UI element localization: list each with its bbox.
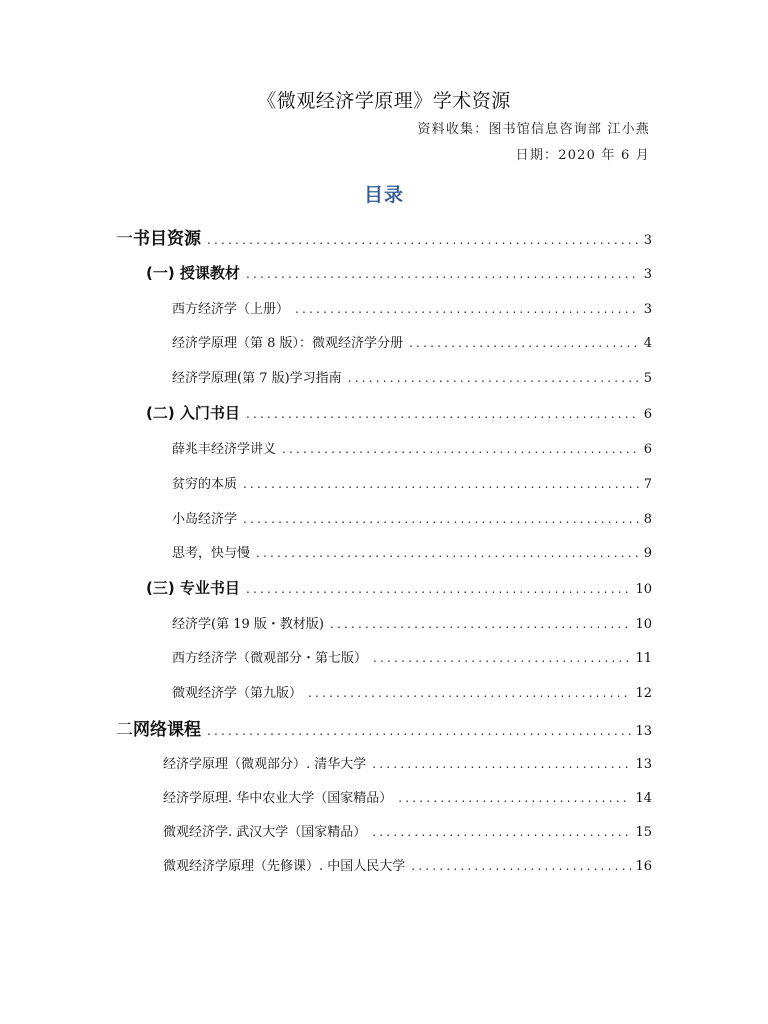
toc-page-number: 13	[635, 757, 652, 772]
dot-leader	[330, 617, 632, 631]
toc-page-number: 3	[643, 302, 652, 317]
toc-entry-label: 经济学原理（第 8 版）：微观经济学分册	[172, 336, 404, 351]
toc-entry-item[interactable]	[172, 332, 652, 351]
dot-leader	[308, 686, 631, 700]
toc-entry-label: 思考，快与慢	[172, 546, 251, 561]
dot-leader	[348, 371, 640, 385]
toc-entry-label: 微观经济学（第九版）	[172, 686, 303, 701]
toc-entry-item[interactable]	[172, 438, 652, 457]
dot-leader	[373, 651, 631, 665]
toc-page-number: 3	[643, 267, 652, 282]
dot-leader	[243, 477, 640, 491]
toc-page-number: 5	[643, 371, 652, 386]
dot-leader	[256, 546, 640, 560]
toc-page-number: 15	[635, 825, 652, 840]
toc-page-number: 16	[635, 859, 652, 874]
toc-page-number: 6	[643, 407, 652, 422]
dot-leader	[246, 407, 640, 421]
toc-entry-label: 经济学原理. 华中农业大学（国家精品）	[163, 791, 393, 806]
toc-page-number: 10	[635, 617, 652, 632]
dot-leader	[372, 825, 631, 839]
dot-leader	[246, 582, 632, 596]
toc-entry-subsection[interactable]	[146, 402, 652, 423]
section-number: 一	[116, 229, 133, 249]
toc-entry-subsection[interactable]	[146, 577, 652, 598]
toc-entry-item[interactable]	[172, 508, 652, 527]
toc-page-number: 4	[643, 336, 652, 351]
toc-entry-label: (二) 入门书目	[146, 404, 240, 422]
toc-entry-item[interactable]	[172, 613, 652, 632]
dot-leader	[295, 302, 640, 316]
dot-leader	[372, 757, 631, 771]
toc-entry-label: 西方经济学（上册）	[172, 302, 290, 317]
collector-line: 资料收集：图书馆信息咨询部 江小燕	[417, 122, 650, 137]
dot-leader	[409, 336, 640, 350]
toc-page-number: 12	[635, 686, 652, 701]
toc-entry-label: 经济学(第 19 版・教材版)	[172, 617, 324, 632]
toc-entry-label: 贫穷的本质	[172, 477, 238, 492]
toc-entry-item[interactable]	[172, 682, 652, 701]
toc-entry-course[interactable]	[163, 821, 652, 840]
toc-page-number: 6	[643, 442, 652, 457]
dot-leader	[207, 724, 631, 738]
toc-entry-label: 网络课程	[133, 720, 201, 740]
toc-page-number: 9	[643, 546, 652, 561]
toc-page-number: 8	[643, 512, 652, 527]
dot-leader	[246, 267, 640, 281]
toc-entry-label: 西方经济学（微观部分・第七版）	[172, 651, 368, 666]
document-title: 《微观经济学原理》学术资源	[257, 90, 511, 112]
section-number: 二	[116, 720, 133, 740]
toc-page-number: 7	[643, 477, 652, 492]
toc-entry-item[interactable]	[172, 298, 652, 317]
toc-page-number: 10	[635, 582, 652, 597]
toc-entry-label: 经济学原理(第 7 版)学习指南	[172, 371, 342, 386]
dot-leader	[411, 859, 631, 873]
date-line: 日期：2020 年 6 月	[515, 148, 650, 163]
dot-leader	[398, 791, 631, 805]
toc-entry-section-2[interactable]	[116, 715, 652, 740]
toc-entry-label: (一) 授课教材	[146, 264, 240, 282]
dot-leader	[282, 442, 640, 456]
dot-leader	[243, 512, 640, 526]
toc-entry-item[interactable]	[172, 367, 652, 386]
toc-entry-label: 微观经济学. 武汉大学（国家精品）	[163, 825, 367, 840]
toc-entry-subsection[interactable]	[146, 262, 652, 283]
toc-entry-label: 薛兆丰经济学讲义	[172, 442, 277, 457]
toc-entry-item[interactable]	[172, 473, 652, 492]
toc-heading: 目录	[363, 184, 404, 206]
toc-entry-course[interactable]	[163, 787, 652, 806]
toc-entry-label: (三) 专业书目	[146, 579, 240, 597]
toc-entry-label: 经济学原理（微观部分）. 清华大学	[163, 757, 367, 772]
toc-entry-label: 小岛经济学	[172, 512, 238, 527]
toc-page-number: 14	[635, 791, 652, 806]
toc-entry-item[interactable]	[172, 542, 652, 561]
toc-entry-label: 微观经济学原理（先修课）. 中国人民大学	[163, 859, 406, 874]
toc-entry-label: 书目资源	[133, 229, 201, 249]
toc-entry-item[interactable]	[172, 647, 652, 666]
toc-page-number: 11	[635, 651, 652, 666]
toc-entry-course[interactable]	[163, 855, 652, 874]
toc-entry-course[interactable]	[163, 753, 652, 772]
toc-entry-section-1[interactable]	[116, 224, 652, 249]
toc-page-number: 13	[635, 724, 652, 739]
toc-page-number: 3	[643, 233, 652, 248]
dot-leader	[207, 233, 640, 247]
